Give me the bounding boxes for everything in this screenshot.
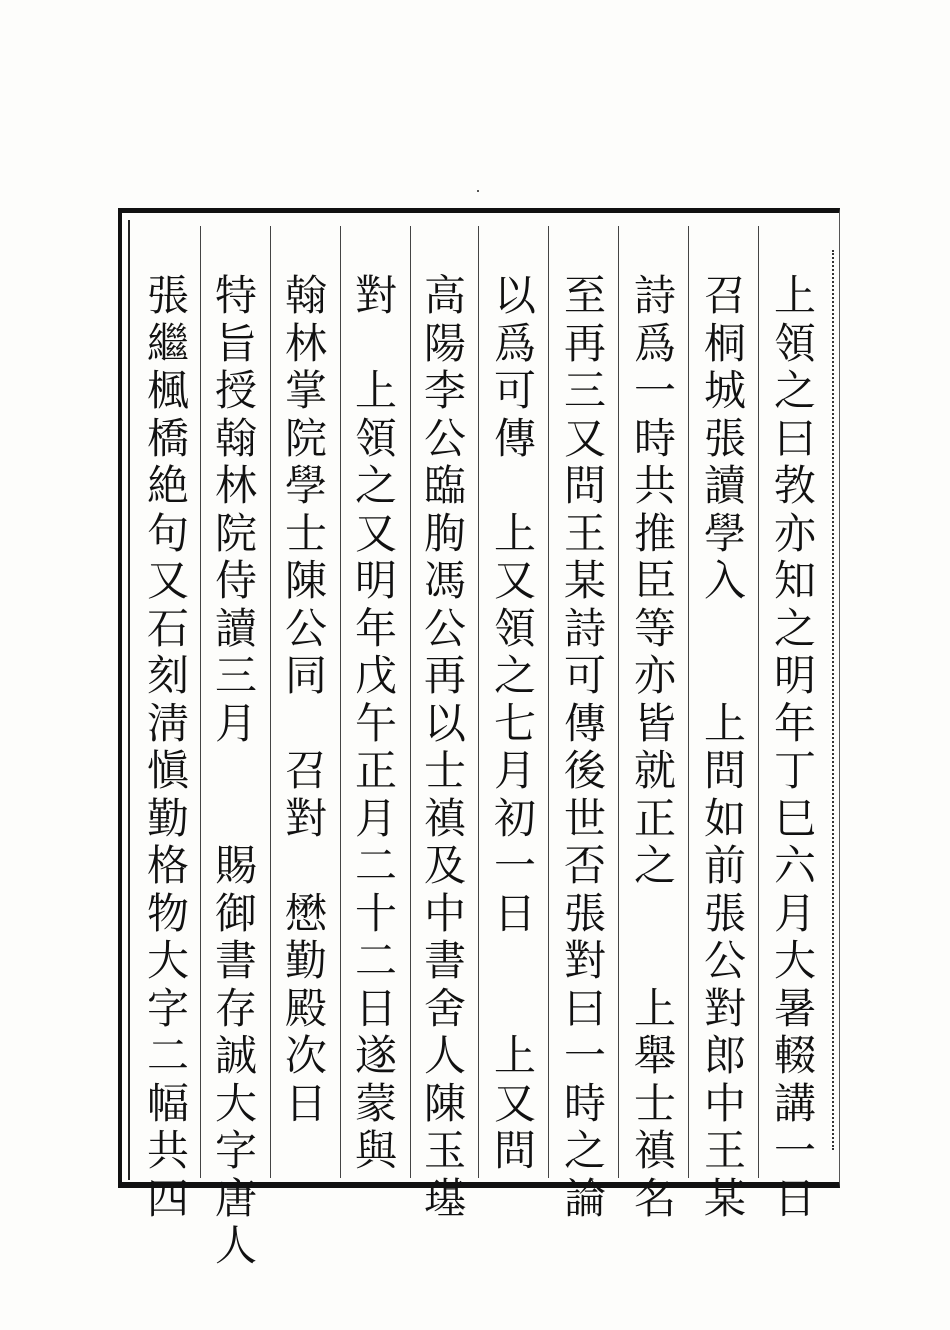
column-text: 上 領 之 又 明 年 戊 午 正 月 二 十 二 日 遂 蒙 與 [354, 366, 397, 1175]
column-text: 詩 爲 一 時 共 推 臣 等 亦 皆 就 正 之 [633, 271, 676, 890]
column-text: 上 又 問 [493, 1031, 536, 1175]
column-rule [688, 226, 689, 1178]
ink-speck [477, 190, 479, 192]
column-text: 特 旨 授 翰 林 院 侍 讀 三 月 [214, 271, 257, 748]
column-text: 至 再 三 又 問 王 某 詩 可 傳 後 世 否 張 對 曰 一 時 之 論 [563, 271, 606, 1223]
column-text: 對 [354, 271, 397, 320]
column-text: 高 陽 李 公 臨 朐 馮 公 再 以 士 禛 及 中 書 舍 人 陳 玉 璂 [423, 271, 466, 1223]
column-text: 召 對 [284, 746, 327, 843]
text-column-3 [625, 0, 685, 1330]
text-column-7 [346, 0, 406, 1330]
column-text: 上 問 如 前 張 公 對 郎 中 王 某 [703, 698, 746, 1223]
column-rule [410, 226, 411, 1178]
text-column-5 [485, 0, 545, 1330]
column-text: 上 又 領 之 七 月 初 一 日 [493, 508, 536, 938]
column-rule [548, 226, 549, 1178]
text-column-1 [765, 0, 825, 1330]
column-text: 召 桐 城 張 讀 學 入 [703, 271, 746, 605]
text-column-4 [555, 0, 615, 1330]
column-text: 懋 勤 殿 次 日 [284, 888, 327, 1128]
column-text: 上 舉 士 禛 名 [633, 983, 676, 1223]
column-rule [270, 226, 271, 1178]
text-column-6 [415, 0, 475, 1330]
column-text: 上 領 之 曰 㪍 亦 知 之 明 年 丁 巳 六 月 大 暑 輟 講 一 日 [773, 271, 816, 1223]
column-text: 翰 林 掌 院 學 士 陳 公 同 [284, 271, 327, 700]
column-text: 張 繼 楓 橋 絶 句 又 石 刻 淸 愼 勤 格 物 大 字 二 幅 共 四 [146, 271, 189, 1223]
column-rule [758, 226, 759, 1178]
inner-left-border [128, 220, 130, 1180]
column-rule [340, 226, 341, 1178]
column-text: 以 爲 可 傳 [493, 271, 536, 463]
column-rule [618, 226, 619, 1178]
column-rule [200, 226, 201, 1178]
text-column-10 [138, 0, 198, 1330]
text-column-8 [276, 0, 336, 1330]
column-rule [478, 226, 479, 1178]
right-margin-edge [832, 250, 834, 1150]
column-text: 賜 御 書 存 誠 大 字 唐 人 [214, 841, 257, 1270]
text-column-9 [206, 0, 266, 1330]
text-column-2 [695, 0, 755, 1330]
